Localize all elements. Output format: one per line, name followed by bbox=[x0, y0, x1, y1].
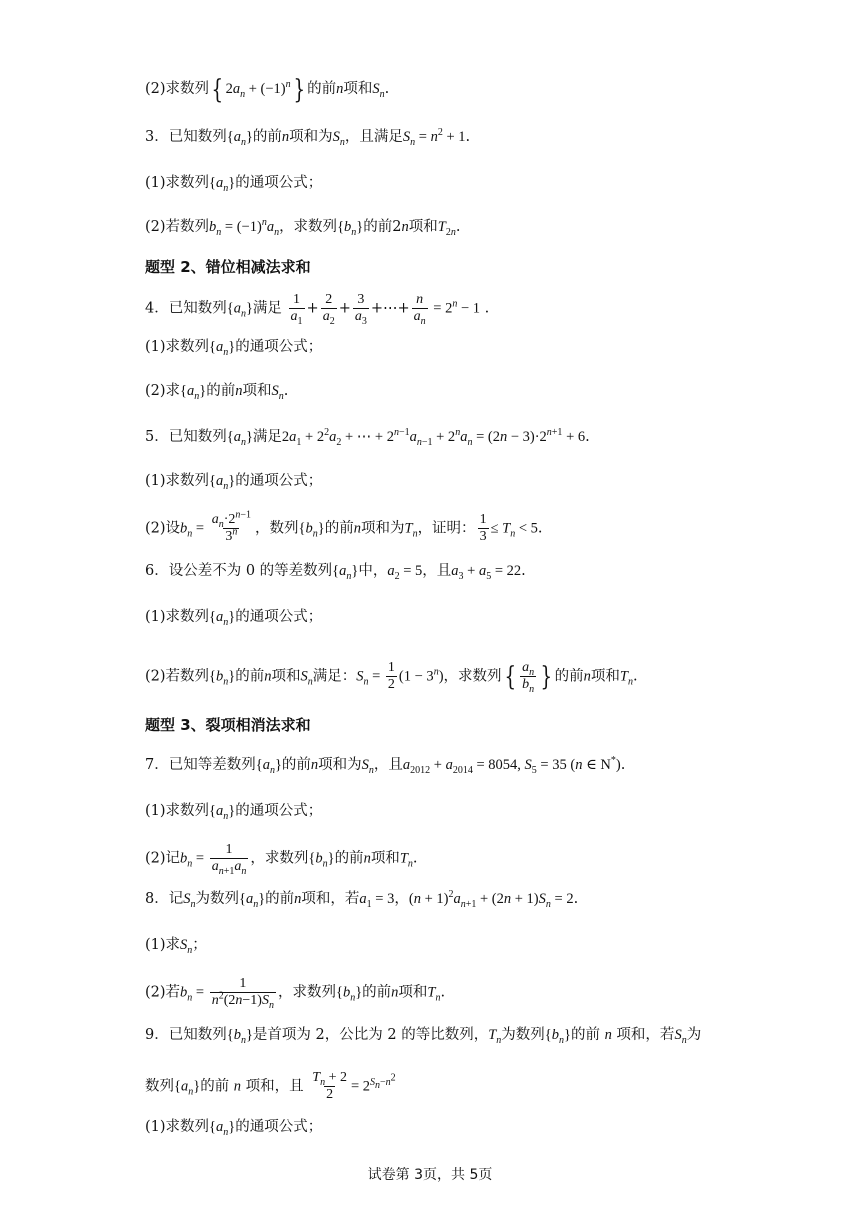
question-3-part1: (1)求数列$\{a_n\}$的通项公式； bbox=[145, 175, 323, 194]
text-run: 的前 bbox=[307, 81, 337, 97]
question-8-part1: (1)求$S_n$； bbox=[145, 937, 207, 956]
question-5: 5．已知数列$\{a_n\}$满足$2a_1 + 2^2a_2$ + ⋯ + $2^{n-1}a_{n-1} + 2^na_n = (2n - 3)\cdot 2^{n+1} + 6$. bbox=[145, 427, 590, 448]
question-5-part2: (2)设$b_n$ = $\frac{a_n\cdot 2^{n-1}}{3^n}$ ，数列$\{b_n\}$的前n项和为$T_n$，证明： $\frac{1}{3}$ ≤ $T_n < 5$. bbox=[145, 509, 543, 544]
question-7: 7．已知等差数列$\{a_n\}$的前n项和为$S_n$，且$a_{2012} + a_{2014} = 8054$, $S_5 = 35$ (n ∈ N*). bbox=[145, 755, 626, 776]
question-6-part2: (2)若数列$\{b_n\}$的前n项和$S_n$满足：$S_n$ = $\frac{1}{2}$ $(1 - 3^n)$，求数列{ $\frac{a_n}{b_n}$ } 的前n项和$T_n$. bbox=[145, 660, 638, 695]
question-6-part1: (1)求数列$\{a_n\}$的通项公式； bbox=[145, 609, 323, 628]
page-footer: 试卷第 3页，共 5页 bbox=[367, 1167, 493, 1183]
question-8: 8．记$S_n$为数列$\{a_n\}$的前n项和，若$a_1 = 3$，$(n + 1)^2a_{n+1} + (2n + 1)S_n = 2$. bbox=[145, 889, 579, 910]
question-7-part1: (1)求数列$\{a_n\}$的通项公式； bbox=[145, 803, 323, 822]
section-heading-2: 题型 2、错位相减法求和 bbox=[145, 258, 311, 276]
question-2-part2: (2)求数列{ $2a_n + (-1)^n$} 的前n项和$S_n$. bbox=[145, 74, 390, 105]
question-6: 6．设公差不为 0 的等差数列$\{a_n\}$中，$a_2 = 5$，且$a_3 + a_5 = 22$. bbox=[145, 563, 526, 582]
question-9: 9．已知数列$\{b_n\}$是首项为 2，公比为 2 的等比数列，$T_n$为数列$\{b_n\}$的前 n 项和，若$S_n$为 bbox=[145, 1027, 702, 1046]
question-9-cont: 数列$\{a_n\}$的前 n 项和，且 $\frac{T_n + 2}{2}$ = $2^{S_n-n^2}$ bbox=[145, 1070, 396, 1102]
question-8-part2: (2)若$b_n$ = $\frac{1}{n^2(2n-1)S_n}$ ，求数列$\{b_n\}$的前n项和$T_n$. bbox=[145, 976, 446, 1011]
question-4: 4．已知数列$\{a_n\}$满足 $\frac{1}{a_1}$ + $\frac{2}{a_2}$ + $\frac{3}{a_3}$ +⋯+ $\frac{n}{a_n}$ = $2^n - 1$ . bbox=[145, 292, 490, 327]
text-run: (2)求数列 bbox=[145, 81, 210, 97]
question-4-part1: (1)求数列$\{a_n\}$的通项公式； bbox=[145, 339, 323, 358]
question-7-part2: (2)记$b_n$ = $\frac{1}{a_{n+1}a_n}$ ，求数列$\{b_n\}$的前n项和$T_n$. bbox=[145, 842, 418, 877]
section-heading-3: 题型 3、裂项相消法求和 bbox=[145, 716, 311, 734]
math-expr: { $2a_n + (-1)^n$} bbox=[211, 74, 305, 105]
question-4-part2: (2)求$\{a_n\}$的前n项和$S_n$. bbox=[145, 383, 289, 402]
question-3: 3．已知数列$\{a_n\}$的前n项和为$S_n$，且满足$S_n = n^2 + 1$. bbox=[145, 127, 471, 148]
question-9-part1: (1)求数列$\{a_n\}$的通项公式； bbox=[145, 1119, 323, 1138]
question-5-part1: (1)求数列$\{a_n\}$的通项公式； bbox=[145, 473, 323, 492]
question-3-part2: (2)若数列$b_n = (-1)^na_n$，求数列$\{b_n\}$的前2n项和$T_{2n}$. bbox=[145, 217, 461, 238]
